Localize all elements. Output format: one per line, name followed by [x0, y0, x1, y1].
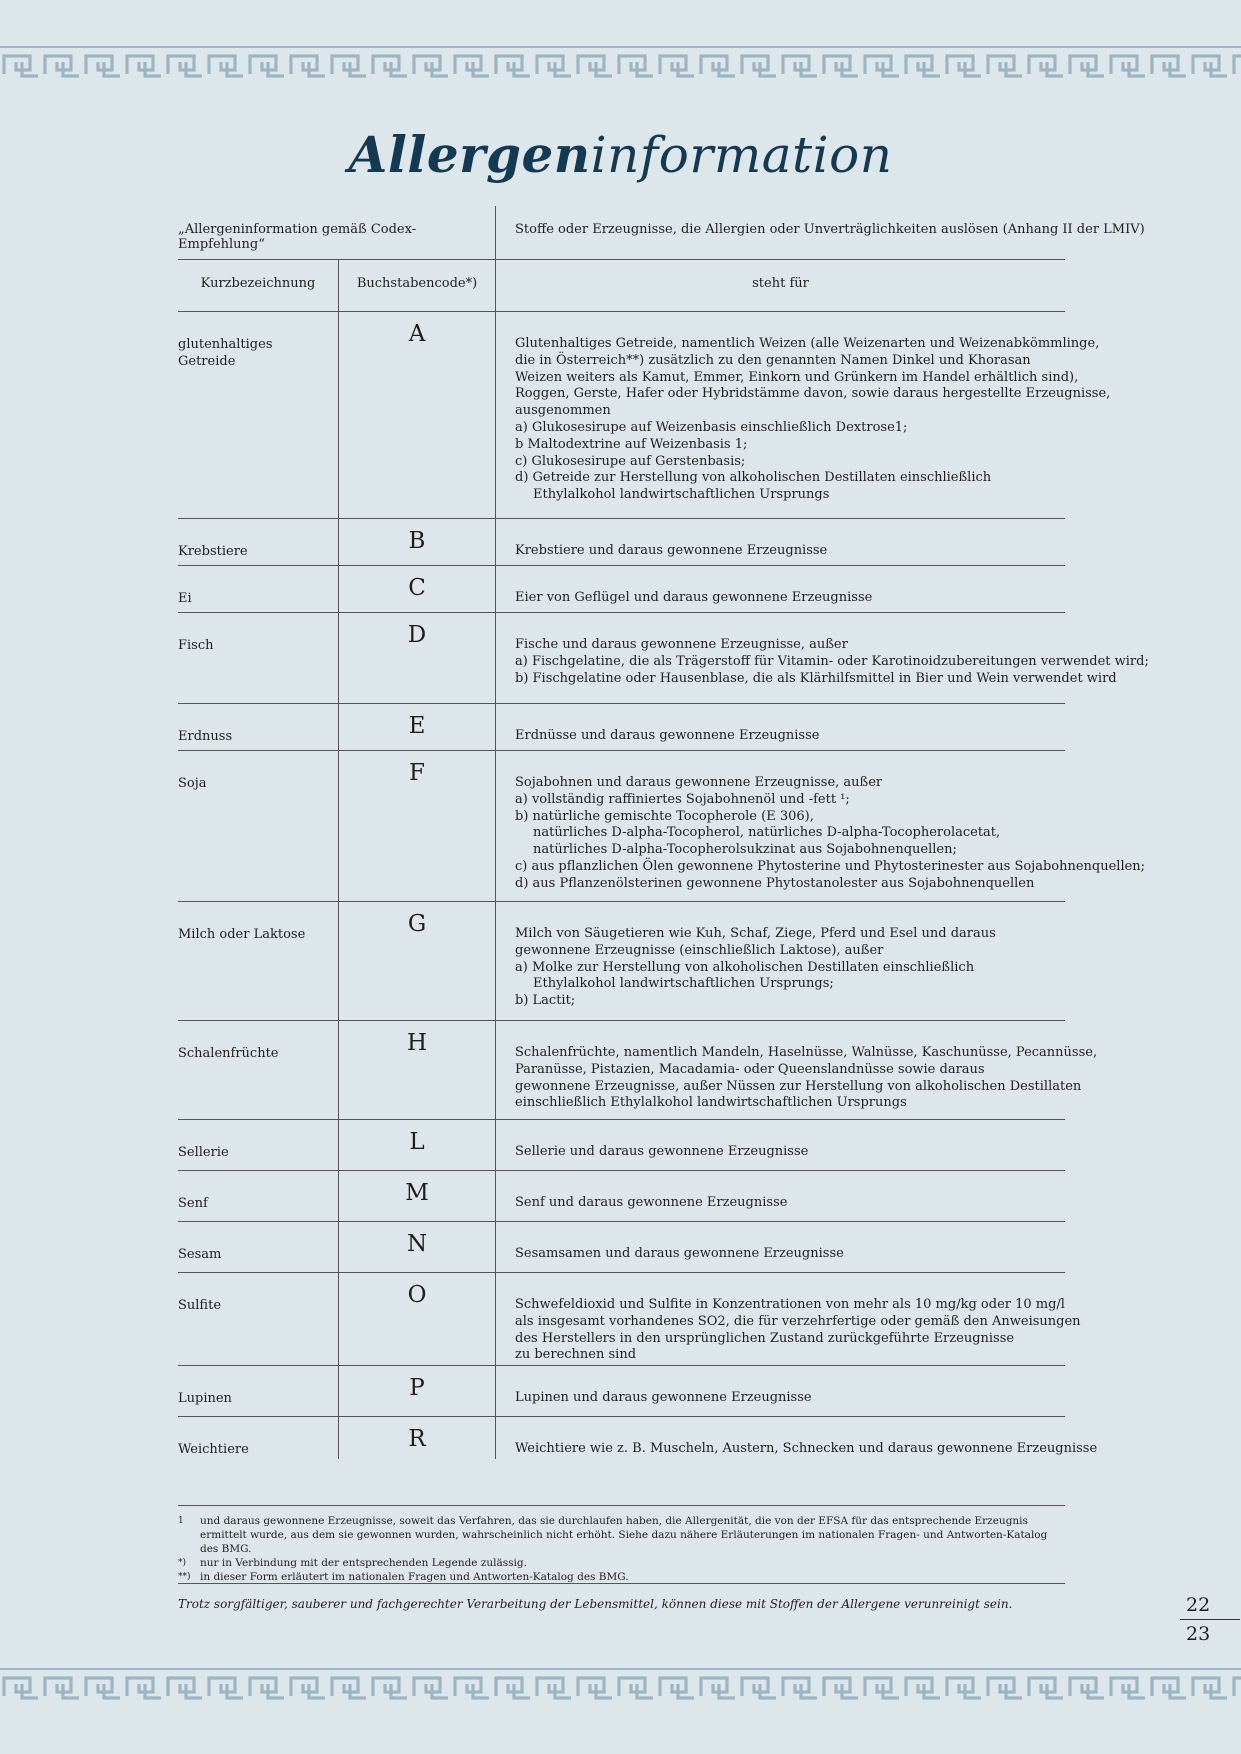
- table-header-columns: [178, 259, 1065, 312]
- footnotes: [178, 1514, 1065, 1584]
- description-line: Lupinen und daraus gewonnene Erzeugnisse: [515, 1390, 812, 1405]
- allergen-code: B: [408, 528, 426, 554]
- description-line: a) Glukosesirupe auf Weizenbasis einschließlich Dextrose1;: [515, 419, 908, 435]
- description-line: Ethylalkohol landwirtschaftlichen Ursprungs: [533, 487, 830, 503]
- allergen-name: Lupinen: [178, 1391, 232, 1406]
- footnote-divider-bottom: [178, 1583, 1065, 1584]
- vertical-rule-name: [338, 259, 339, 1459]
- description-line: gewonnene Erzeugnisse (einschließlich Laktose), außer: [515, 942, 884, 958]
- description-line: Senf und daraus gewonnene Erzeugnisse: [515, 1195, 788, 1210]
- allergen-name: Fisch: [178, 638, 214, 653]
- allergen-description: [515, 637, 1149, 687]
- table-row: [178, 519, 1065, 566]
- allergen-name: Sesam: [178, 1247, 222, 1262]
- table-row: [178, 1366, 1065, 1417]
- description-line: Ethylalkohol landwirtschaftlichen Ursprungs;: [533, 976, 834, 992]
- footnote: [178, 1514, 1065, 1556]
- page-number-left: 22: [1186, 1594, 1211, 1616]
- description-line: Paranüsse, Pistazien, Macadamia- oder Queenslandnüsse sowie daraus: [515, 1061, 985, 1077]
- allergen-code: C: [408, 575, 426, 601]
- table-row: [178, 704, 1065, 751]
- allergen-code: G: [407, 911, 427, 937]
- allergen-code: N: [406, 1231, 428, 1257]
- footnote-mark: 1: [178, 1516, 184, 1526]
- allergen-code: F: [409, 760, 425, 786]
- footnote-divider-top: [178, 1505, 1065, 1506]
- header-lmiv: Stoffe oder Erzeugnisse, die Allergien oder Unverträglichkeiten auslösen (Anhang II der LMIV): [515, 222, 1145, 237]
- description-line: Roggen, Gerste, Hafer oder Hybridstämme davon, sowie daraus hergestellte Erzeugnisse,: [515, 386, 1111, 402]
- allergen-code: H: [406, 1030, 428, 1056]
- allergen-name: Senf: [178, 1196, 208, 1211]
- description-line: a) Fischgelatine, die als Trägerstoff für Vitamin- oder Karotinoidzubereitungen verwendet wird;: [515, 653, 1149, 669]
- description-line: Sesamsamen und daraus gewonnene Erzeugnisse: [515, 1246, 844, 1261]
- greek-key-border-bottom: [0, 1668, 1241, 1704]
- allergen-description: [515, 775, 1146, 893]
- table-row: [178, 902, 1065, 1021]
- page-numbers: [1180, 1592, 1240, 1647]
- footnote: [178, 1570, 1065, 1584]
- allergen-code: D: [407, 622, 427, 648]
- title-light: information: [590, 126, 893, 184]
- description-line: Glutenhaltiges Getreide, namentlich Weizen (alle Weizenarten und Weizenabkömmlinge,: [515, 336, 1100, 351]
- description-line: b) Fischgelatine oder Hausenblase, die als Klärhilfsmittel in Bier und Wein verwendet wird: [515, 670, 1117, 686]
- table-row: [178, 1273, 1081, 1366]
- description-line: Milch von Säugetieren wie Kuh, Schaf, Ziege, Pferd und Esel und daraus: [515, 926, 996, 941]
- allergen-name: Ei: [178, 591, 192, 606]
- description-line: einschließlich Ethylalkohol landwirtschaftlichen Ursprungs: [515, 1095, 907, 1111]
- allergen-name: Sellerie: [178, 1145, 229, 1160]
- table-header-top: [178, 206, 1145, 259]
- allergen-description: [515, 1441, 1098, 1458]
- page-title: [0, 120, 1241, 190]
- description-line: Krebstiere und daraus gewonnene Erzeugnisse: [515, 543, 828, 558]
- column-header-steht-fuer: steht für: [752, 276, 809, 291]
- vertical-rule-header: [495, 206, 496, 259]
- description-line: gewonnene Erzeugnisse, außer Nüssen zur Herstellung von alkoholischen Destillaten: [515, 1078, 1082, 1094]
- allergen-description: [515, 1144, 1065, 1161]
- description-line: Erdnüsse und daraus gewonnene Erzeugnisse: [515, 728, 820, 743]
- description-line: d) Getreide zur Herstellung von alkoholischen Destillaten einschließlich: [515, 470, 992, 486]
- footnote-mark: **): [178, 1572, 191, 1582]
- allergen-code: E: [408, 713, 426, 739]
- table-row: [178, 566, 1065, 613]
- allergen-code: O: [407, 1282, 427, 1308]
- allergen-description: [515, 1195, 1065, 1212]
- description-line: Schalenfrüchte, namentlich Mandeln, Haselnüsse, Walnüsse, Kaschunüsse, Pecannüsse,: [515, 1045, 1098, 1060]
- footnote: [178, 1556, 1065, 1570]
- table-row: [178, 1222, 1065, 1273]
- allergen-code: P: [409, 1375, 425, 1401]
- description-line: natürliches D-alpha-Tocopherol, natürliches D-alpha-Tocopherolacetat,: [533, 825, 1001, 841]
- title-bold: Allergen: [348, 125, 591, 184]
- allergen-code: L: [409, 1129, 425, 1155]
- table-row: [178, 1120, 1065, 1171]
- disclaimer: Trotz sorgfältiger, sauberer und fachgerechter Verarbeitung der Lebensmittel, können diese mit Stoffen der Allergene verunreinigt sein.: [178, 1597, 1013, 1611]
- allergen-code: R: [408, 1426, 426, 1452]
- description-line: d) aus Pflanzenölsterinen gewonnene Phytostanolester aus Sojabohnenquellen: [515, 875, 1035, 891]
- description-line: Fische und daraus gewonnene Erzeugnisse, außer: [515, 637, 848, 652]
- description-line: die in Österreich**) zusätzlich zu den genannten Namen Dinkel und Khorasan: [515, 352, 1031, 368]
- description-line: c) aus pflanzlichen Ölen gewonnene Phytosterine und Phytosterinester aus Sojabohnenquellen;: [515, 858, 1146, 874]
- allergen-description: [515, 728, 1065, 745]
- allergen-name: glutenhaltiges Getreide: [178, 337, 273, 369]
- description-line: Schwefeldioxid und Sulfite in Konzentrationen von mehr als 10 mg/kg oder 10 mg/l: [515, 1297, 1065, 1312]
- allergen-description: [515, 1246, 1065, 1263]
- column-header-kurzbezeichnung: Kurzbezeichnung: [200, 276, 316, 291]
- header-codex: „Allergeninformation gemäß Codex-Empfehlung“: [178, 222, 417, 252]
- allergen-name: Sulfite: [178, 1298, 222, 1313]
- allergen-name: Weichtiere: [178, 1442, 249, 1457]
- footnote-text: in dieser Form erläutert im nationalen Fragen und Antworten-Katalog des BMG.: [200, 1571, 629, 1583]
- description-line: Weizen weiters als Kamut, Emmer, Einkorn und Grünkern im Handel erhältlich sind),: [515, 369, 1079, 385]
- description-line: Weichtiere wie z. B. Muscheln, Austern, Schnecken und daraus gewonnene Erzeugnisse: [515, 1441, 1098, 1456]
- description-line: natürliches D-alpha-Tocopherolsukzinat aus Sojabohnenquellen;: [533, 842, 957, 858]
- description-line: b) natürliche gemischte Tocopherole (E 306),: [515, 808, 814, 824]
- allergen-table: [178, 206, 1149, 1461]
- table-row: [178, 312, 1111, 519]
- allergen-description: [515, 1390, 1065, 1407]
- footnote-text: nur in Verbindung mit der entsprechenden Legende zulässig.: [200, 1557, 527, 1569]
- allergen-name: Soja: [178, 776, 207, 791]
- description-line: b) Lactit;: [515, 993, 576, 1009]
- footnote-mark: *): [178, 1558, 187, 1568]
- description-line: c) Glukosesirupe auf Gerstenbasis;: [515, 453, 746, 469]
- description-line: a) Molke zur Herstellung von alkoholischen Destillaten einschließlich: [515, 959, 975, 975]
- allergen-name: Krebstiere: [178, 544, 248, 559]
- column-header-buchstabencode: Buchstabencode*): [356, 276, 478, 291]
- table-body: [178, 312, 1149, 1461]
- table-row: [178, 1171, 1065, 1222]
- description-line: Sellerie und daraus gewonnene Erzeugnisse: [515, 1144, 809, 1159]
- description-line: a) vollständig raffiniertes Sojabohnenöl und -fett ¹;: [515, 791, 850, 807]
- description-line: Sojabohnen und daraus gewonnene Erzeugnisse, außer: [515, 775, 883, 790]
- allergen-code: A: [408, 321, 426, 347]
- allergen-description: [515, 1297, 1081, 1364]
- table-row: [178, 1021, 1098, 1120]
- table-row: [178, 613, 1149, 704]
- greek-key-border-top: [0, 46, 1241, 82]
- page-number-right: 23: [1186, 1623, 1211, 1645]
- page-number-divider: [1180, 1619, 1240, 1620]
- allergen-description: [515, 590, 1065, 607]
- description-line: b Maltodextrine auf Weizenbasis 1;: [515, 436, 748, 452]
- footnote-text: und daraus gewonnene Erzeugnisse, soweit das Verfahren, das sie durchlaufen haben, die Allergenität, die von der EFSA für das entsprechende Erzeugnis ermittelt wurde, aus dem sie gewonnen wurden, wahrscheinlich nicht erhöht. Siehe dazu nähere Erläuterungen im nationalen Fragen- und Antworten-Katalog des BMG.: [200, 1515, 1048, 1555]
- description-line: des Herstellers in den ursprünglichen Zustand zurückgeführte Erzeugnisse: [515, 1330, 1015, 1346]
- allergen-name: Erdnuss: [178, 729, 233, 744]
- table-row: [178, 1417, 1098, 1461]
- allergen-code: M: [405, 1180, 429, 1206]
- allergen-name: Milch oder Laktose: [178, 927, 306, 942]
- description-line: als insgesamt vorhandenes SO2, die für verzehrfertige oder gemäß den Anweisungen: [515, 1313, 1081, 1329]
- allergen-description: [515, 1045, 1098, 1112]
- allergen-description: [515, 543, 1065, 560]
- allergen-description: [515, 926, 1065, 1010]
- description-line: ausgenommen: [515, 403, 611, 419]
- allergen-description: [515, 336, 1111, 504]
- description-line: Eier von Geflügel und daraus gewonnene Erzeugnisse: [515, 590, 873, 605]
- vertical-rule-code: [495, 259, 496, 1459]
- allergen-name: Schalenfrüchte: [178, 1046, 279, 1061]
- description-line: zu berechnen sind: [515, 1347, 637, 1363]
- table-row: [178, 751, 1146, 902]
